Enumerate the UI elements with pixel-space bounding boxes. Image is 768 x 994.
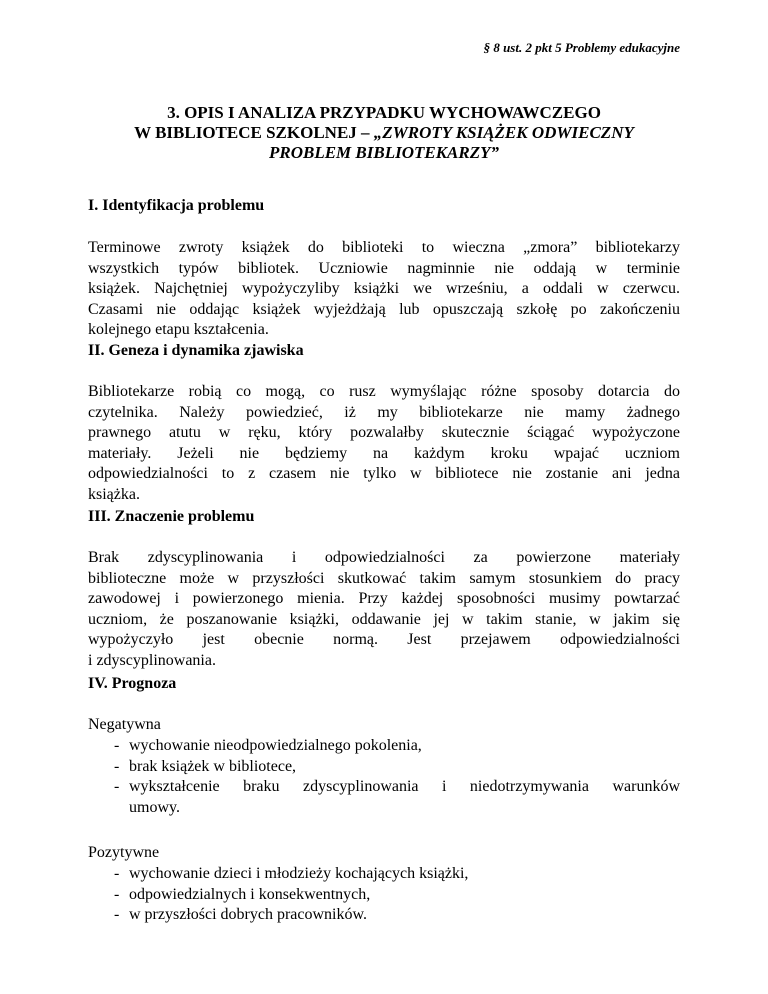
list-dash: - <box>114 906 120 923</box>
paragraph-line: kolejnego etapu kształcenia. <box>88 321 269 338</box>
title-line-3: PROBLEM BIBLIOTEKARZY” <box>268 143 499 162</box>
paragraph-line: zawodowej i powierzonego mienia. Przy każdej sposobności musimy powtarzać <box>88 590 680 607</box>
section-heading-1: I. Identyfikacja problemu <box>88 197 265 214</box>
paragraph-line: książka. <box>88 485 140 503</box>
prognoza-pozytywne-list <box>88 864 680 926</box>
title-line-1: 3. OPIS I ANALIZA PRZYPADKU WYCHOWAWCZEGO <box>167 103 601 122</box>
paragraph-line: biblioteczne może w przyszłości skutkować takim samym stosunkiem do pracy <box>88 569 680 587</box>
paragraph-line: Bibliotekarze robią co mogą, co rusz wymyślając różne sposoby dotarcia do <box>88 383 680 400</box>
section-paragraph-2 <box>88 382 680 505</box>
paragraph-line: materiały. Jeżeli nie będziemy na każdym kroku wpajać uczniom <box>88 444 680 462</box>
list-item <box>88 777 680 818</box>
list-dash: - <box>114 778 120 795</box>
prognoza-pozytywne-label: Pozytywne <box>88 844 160 861</box>
title-line-2-plain: W BIBLIOTECE SZKOLNEJ – <box>134 123 374 142</box>
list-item-text: odpowiedzialnych i konsekwentnych, <box>129 885 371 903</box>
paragraph-line: Czasami nie oddając książek wyjeżdżają lub opuszczają szkołę po zakończeniu <box>88 300 680 318</box>
paragraph-line: książek. Najchętniej wypożyczyliby książki we wrześniu, a oddali w czerwcu. <box>88 280 680 297</box>
paragraph-line: odpowiedzialności to z czasem nie tylko w bibliotece nie zostanie ani jedna <box>88 465 680 482</box>
list-item-text-continued: umowy. <box>129 798 180 816</box>
list-dash: - <box>114 737 120 754</box>
paragraph-line: czytelnika. Należy powiedzieć, iż my bibliotekarze nie mamy żadnego <box>88 403 680 421</box>
section-heading-2: II. Geneza i dynamika zjawiska <box>88 342 304 359</box>
section-heading-4: IV. Prognoza <box>88 675 177 692</box>
list-item <box>88 905 680 926</box>
list-dash: - <box>114 865 120 882</box>
paragraph-line: prawnego atutu w ręku, który pozwalałby skutecznie ściągać wypożyczone <box>88 424 680 441</box>
list-dash: - <box>114 757 120 775</box>
prognoza-negatywna-list <box>88 736 680 818</box>
section-heading-3: III. Znaczenie problemu <box>88 508 255 525</box>
list-dash: - <box>114 885 120 903</box>
paragraph-line: wszystkich typów bibliotek. Uczniowie nagminnie nie oddają w terminie <box>88 259 680 277</box>
list-item-text: w przyszłości dobrych pracowników. <box>129 906 368 923</box>
title-line-2-italic: „ZWROTY KSIĄŻEK ODWIECZNY <box>373 123 634 142</box>
list-item <box>88 864 680 885</box>
prognoza-negatywna-label: Negatywna <box>88 716 161 733</box>
list-item-text: wychowanie dzieci i młodzieży kochających książki, <box>129 865 469 882</box>
paragraph-line: uczniom, że poszanowanie książki, oddawanie jej w takim stanie, w jakim się <box>88 610 680 628</box>
list-item-text: wykształcenie braku zdyscyplinowania i niedotrzymywania warunków <box>129 778 680 795</box>
list-item-text: wychowanie nieodpowiedzialnego pokolenia, <box>129 737 422 754</box>
paragraph-line: Terminowe zwroty książek do biblioteki to wieczna „zmora” bibliotekarzy <box>88 239 680 256</box>
section-paragraph-1 <box>88 238 680 341</box>
section-paragraph-3 <box>88 548 680 671</box>
paragraph-line: wypożyczyło jest obecnie normą. Jest przejawem odpowiedzialności <box>88 631 680 648</box>
paragraph-line: Brak zdyscyplinowania i odpowiedzialności za powierzone materiały <box>88 549 680 566</box>
paragraph-line: i zdyscyplinowania. <box>88 651 216 669</box>
document-title <box>88 103 680 163</box>
title-line-2 <box>88 123 680 143</box>
running-header: § 8 ust. 2 pkt 5 Problemy edukacyjne <box>483 40 680 55</box>
list-item-text: brak książek w bibliotece, <box>129 757 297 775</box>
list-item <box>88 757 680 778</box>
list-item <box>88 885 680 906</box>
list-item <box>88 736 680 757</box>
